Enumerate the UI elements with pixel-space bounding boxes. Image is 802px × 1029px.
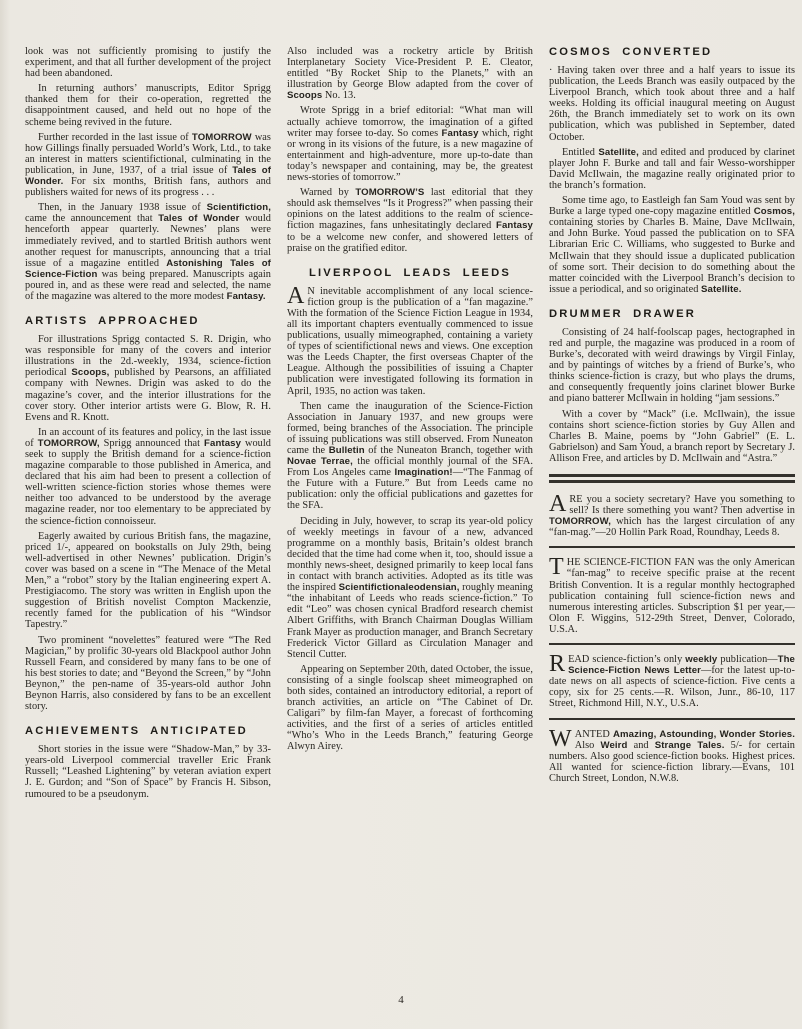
drop-cap-letter: W: [549, 725, 572, 752]
bold-title-text: The Science-Fiction News Letter: [568, 654, 795, 677]
text-run: —for the latest up-to-date news on all aspects of science-fiction. Five cents a copy, six for 25 cents.—R. Wilson, Junr., 86-10, 117 Street, Richmond Hill, N.Y., U.S.A.: [549, 665, 795, 710]
text-run: In an account of its features and policy, in the last issue of: [25, 426, 271, 449]
column-left: [25, 46, 271, 804]
paragraph: [287, 187, 533, 254]
text-run: would henceforth appear quarterly. Newnes’ plans were immediately revived, and to startled British authors went another request for manuscripts, announcing that a trial issue of a magazine entitled: [25, 213, 271, 269]
text-run: publication—: [717, 654, 778, 666]
paragraph: [549, 327, 795, 405]
paragraph: [287, 46, 533, 101]
text-run: which, right or wrong in its visions of the future, is a new magazine of entertainment and high-adventure, more up-to-date than today’s newspaper and containing, may be, the greatest news-stories of tomorrow.”: [287, 127, 533, 184]
column-right: [549, 46, 795, 804]
drop-cap-letter: A: [287, 282, 305, 309]
paragraph: [287, 664, 533, 753]
text-run: which has the largest circulation of any “fan-mag.”—20 Hollin Park Road, Roundhay, Leeds 8.: [549, 516, 795, 539]
bold-title-text: Strange Tales.: [654, 739, 725, 751]
paragraph: [549, 195, 795, 295]
bold-title-text: Satellite,: [598, 146, 639, 158]
drop-cap-letter: T: [549, 554, 564, 581]
text-run: would seek to supply the British demand for a science-fiction magazine comparable to those published in America, and declared that his aim had been to present a collection of well-written science-fiction stories whose themes were neither too advanced to be understood by the average magazine reader, nor too elementary to be appreciated by the science-fiction connoisseur.: [25, 437, 271, 527]
text-run: the official monthly journal of the SFA. From Los Angeles came: [287, 456, 533, 479]
section-heading: LIVERPOOL LEADS LEEDS: [308, 266, 512, 279]
text-run: Sprigg announced that: [99, 437, 205, 449]
text-run: was being prepared. Manuscripts again poured in, and as these were read and selected, the name of the magazine was altered to the more modest: [25, 268, 271, 302]
separator-rule: [549, 474, 795, 483]
paragraph: [549, 65, 795, 143]
paragraph: [287, 401, 533, 512]
text-run: roughly meaning “the inhabitant of Leeds who reads science-fiction.” To edit “Leo” was chosen cynical Bradford research chemist Albert Griffiths, with Branch Chairman Douglas William Frank Mayer as production manager, and Branch Secretary Frederick Victor Gillard as Circulation Manager and Stencil Cutter.: [287, 582, 533, 660]
separator-rule: [549, 718, 795, 720]
text-run: Consisting of 24 half-foolscap pages, hectographed in red and purple, the magazine was produced in a room of Burke’s, decorated with weird drawings by Virgil Finlay, and by paintings of witches by a friend of Burke’s, who thinks science-fiction is crazy, but who plays the drums, and consequently frequently joins clarinet blower Burke and piano batterer McIlwain in holding “jam sessions.”: [549, 326, 795, 405]
classified-ad: [549, 491, 795, 539]
paragraph: [25, 635, 271, 713]
text-run: HE SCIENCE-FICTION FAN was the only American “fan-mag” to receive specific praise at the recent British Convention. It is a regular monthly hectographed publication containing full science-fiction news and numerous interesting articles. Subscription $1 per year,—Olon F. Wiggins, 512-29th Street, Denver, Colorado, U.S.A.: [549, 557, 795, 635]
text-run: —“The Fanmag of the Future with a Future.” But from Leeds came no publication: only the official publications and gazettes for the SFA.: [287, 467, 533, 512]
bold-title-text: Scientifiction,: [206, 202, 271, 214]
paragraph: [25, 132, 271, 199]
paragraph: [549, 409, 795, 464]
bold-title-text: Cosmos,: [753, 206, 795, 218]
paragraph: [25, 744, 271, 799]
separator-rule: [549, 546, 795, 548]
text-run: came the announcement that: [25, 213, 159, 225]
bold-title-text: Fantasy: [496, 220, 533, 232]
paragraph: [25, 202, 271, 302]
bold-title-text: Fantasy: [441, 127, 479, 139]
page-number: 4: [398, 994, 404, 1006]
bold-title-text: Scoops: [287, 90, 323, 102]
bold-title-text: Amazing, Astounding, Wonder Stories.: [612, 728, 795, 740]
section-heading: DRUMMER DRAWER: [549, 307, 697, 320]
text-run: With a cover by “Mack” (i.e. McIlwain), the issue contains short science-fiction stories by Guy Allen and Charles B. Maine, poems by “John Gabriel” (E. L. Gabrielson) and Sam Youd, a branch report by Secretary J. Allison Free, and articles by D. McIlwain and “Astra.”: [549, 408, 795, 464]
bold-title-text: Tales of Wonder: [158, 213, 240, 225]
text-run: Some time ago, to Eastleigh fan Sam Youd was sent by Burke a large typed one-copy magazine entitled: [549, 195, 795, 218]
text-run: Further recorded in the last issue of: [38, 131, 192, 143]
text-run: Then came the inauguration of the Science-Fiction Association in January 1937, and new groups were formed, being branches of the Association. The principle of issuing publications was still observed. From Nuneaton came the: [287, 400, 533, 456]
paragraph: [25, 46, 271, 79]
text-run: containing stories by Charles B. Maine, Dave McIlwain, and John Burke. Youd passed the publication on to SFA Librarian Eric C. Williams, who suggested to Burke and McIlwain that they should issue a duplicated publication of some sort. Their decision to do something about the matter coincided with the Liverpool Branch’s decision to issue a periodical, and so originated: [549, 217, 795, 295]
classified-ad: [549, 725, 795, 784]
paragraph: [287, 282, 533, 397]
text-run: Also: [574, 739, 601, 751]
section-heading: COSMOS CONVERTED: [549, 46, 713, 58]
bold-title-text: Tales of Wonder.: [25, 164, 272, 188]
drop-cap-letter: A: [549, 491, 567, 517]
bold-title-text: TOMORROW: [191, 131, 252, 143]
text-run: Deciding in July, however, to scrap its year-old policy of weekly meetings in favour of a new, advanced programme on a monthly basis, Britain’s oldest branch decided that the time had come when it, too, should issue a monthly news-sheet, designed primarily to keep local fans in contact with branch activities. Adopted as its title was the inspired: [287, 515, 533, 594]
text-run: RE you a society secretary? Have you something to sell? Is there something you want? Then advertise in: [569, 494, 795, 517]
bold-title-text: Novae Terrae,: [287, 456, 353, 468]
bold-title-text: Scientifictionaleodensian,: [338, 582, 460, 594]
text-run: Appearing on September 20th, dated October, the issue, consisting of a single foolscap sheet mimeographed on both sides, contained an introductory editorial, a report of branch activities, an article on “The Cabinet of Dr. Caligari” by film-fan Mayer, a forecast of forthcoming activities, and the first of a series of articles entitled “Who’s Who in the Leeds Branch,” featuring George Alwyn Airey.: [287, 663, 533, 753]
text-run: was how Gillings finally persuaded World’s Work, Ltd., to take an interest in matters scientifictional, culminating in the publication, in June, 1937, of a trial issue of: [25, 131, 271, 176]
text-run: last editorial that they should ask themselves “Is it Progress?” when passing their opinions on the latest additions to the realm of science-fiction magazines, fans unhesitatingly declared: [287, 187, 533, 232]
text-run: Short stories in the issue were “Shadow-Man,” by 33-years-old Liverpool commercial traveller Eric Frank Russell; “Leashed Lightening” by veteran aviation expert J. E. Gurdon; and “Son of Space” by Francis H. Sibson, rumoured to be a pseudonym.: [25, 744, 271, 800]
text-run: For six months, British fans, authors and publishers waited for news of its progress . . .: [25, 176, 271, 199]
text-run: Also included was a rocketry article by British Interplanetary Society Vice-President P. E. Cleator, entitled “By Rocket Ship to the Planets,” with an illustration by George Blow adapted from the cover of: [287, 46, 533, 91]
paragraph: [25, 334, 271, 423]
classified-ad: [549, 554, 795, 635]
text-run: N inevitable accomplishment of any local science-fiction group is the publication of a “fan magazine.” With the formation of the Science Fiction League in 1934, all its important chapters eventually commenced to issue publications, usually mimeographed, containing a variety of types of scientifictional news and views. One exception was the Leeds Chapter, the first overseas Chapter of the League. Although the possibilities of issuing a Chapter publication were investigated following its formation in April, 1935, no action was taken.: [287, 285, 533, 397]
text-run: 5/- for certain numbers. Also good science-fiction books. Highest prices. All wanted for science-fiction library.—Evans, 101 Church Street, London, N.W.8.: [549, 739, 795, 784]
text-run: In returning authors’ manuscripts, Editor Sprigg thanked them for their co-operation, regretted the disappointment caused, and held out no hope of the scheme being revived in the future.: [25, 83, 271, 128]
bold-title-text: Scoops,: [71, 367, 110, 379]
text-run: and: [627, 739, 655, 751]
paragraph: [287, 516, 533, 660]
text-run: For illustrations Sprigg contacted S. R. Drigin, who was responsible for many of the covers and interior illustrations in the 2d.-weekly, 1934, science-fiction periodical: [25, 334, 271, 379]
separator-rule: [549, 643, 795, 645]
text-run: Wrote Sprigg in a brief editorial: “What man will actually achieve tomorrow, the imagination of a gifted writer may forsee to-day. So comes: [287, 105, 533, 139]
paragraph: [25, 83, 271, 127]
bold-title-text: Bulletin: [328, 445, 365, 456]
paragraph: [25, 531, 271, 631]
bold-title-text: Weird: [600, 739, 628, 751]
bold-title-text: TOMORROW,: [549, 516, 612, 528]
bold-title-text: Imagination!: [394, 467, 453, 479]
text-run: No. 13.: [322, 90, 356, 102]
text-run: EAD science-fiction’s only: [568, 654, 686, 666]
text-run: Eagerly awaited by curious British fans, the magazine, priced 1/-, appeared on bookstalls on July 29th, being well-advertised in other Newnes’ publication. Drigin’s cover was based on a scene in “The Menace of the Metal Men,” a “robot” story by the Italian engineering expert A. Prestigiacomo. The story was written in English upon the suggestion of British novelist Compton Mackenzie, recently famed for the publication of his “Windsor Tapestry.”: [25, 530, 271, 631]
bold-title-text: Fantasy.: [226, 290, 266, 302]
column-middle: [287, 46, 533, 804]
text-run: Then, in the January 1938 issue of: [38, 202, 207, 214]
paragraph: [287, 105, 533, 183]
text-run: Two prominent “novelettes” featured were “The Red Magician,” by prolific 30-years old Blackpool author John Russell Fearn, and considered by many fans to be one of his best stories to date; and “Beyond the Screen,” by “John Beynon,” the pen-name of 35-years-old author John Beynon Harris, also considered by fans to be an excellent story.: [25, 634, 271, 713]
bold-title-text: weekly: [685, 654, 718, 666]
text-run: · Having taken over three and a half years to issue its publication, the Leeds Branch was easily outpaced by the Liverpool Branch, which took about three and a half weeks. Holding its official inaugural meeting on August 26th, the Branch immediately set to work on its own publication, which was published in September, dated October.: [549, 65, 795, 143]
section-heading: ARTISTS APPROACHED: [25, 315, 200, 328]
section-heading: ACHIEVEMENTS ANTICIPATED: [25, 725, 248, 738]
text-run: of the Nuneaton Branch, together with: [364, 445, 533, 456]
text-run: look was not sufficiently promising to justify the experiment, and that all further development of the project had been abandoned.: [25, 46, 271, 80]
text-run: ANTED: [574, 728, 613, 740]
paragraph: [549, 147, 795, 191]
text-run: and edited and produced by clarinet player John F. Burke and tall and fair Wesso-worshipper David McIlwain, the magazine really originated prior to the branch’s formation.: [549, 146, 796, 191]
bold-title-text: Satellite.: [701, 283, 742, 295]
text-run: Warned by: [300, 187, 356, 199]
classified-ad: [549, 651, 795, 710]
bold-title-text: TOMORROW’S: [355, 187, 425, 199]
text-run: to be a welcome new confer, and showered letters of praise on the gratified editor.: [287, 231, 533, 254]
drop-cap-letter: R: [549, 651, 566, 678]
bold-title-text: TOMORROW,: [37, 437, 100, 449]
paragraph: [25, 427, 271, 527]
bold-title-text: Fantasy: [204, 437, 242, 449]
bold-title-text: Astonishing Tales of Science-Fiction: [25, 257, 271, 280]
text-run: published by Pearsons, an affiliated company with Newnes. Drigin was asked to do the magazine’s cover, and the interior illustrations for the cover story. Other interior artists were G. Blow, R. H. Evens and R. Knott.: [25, 367, 271, 423]
text-run: Entitled: [562, 146, 599, 158]
